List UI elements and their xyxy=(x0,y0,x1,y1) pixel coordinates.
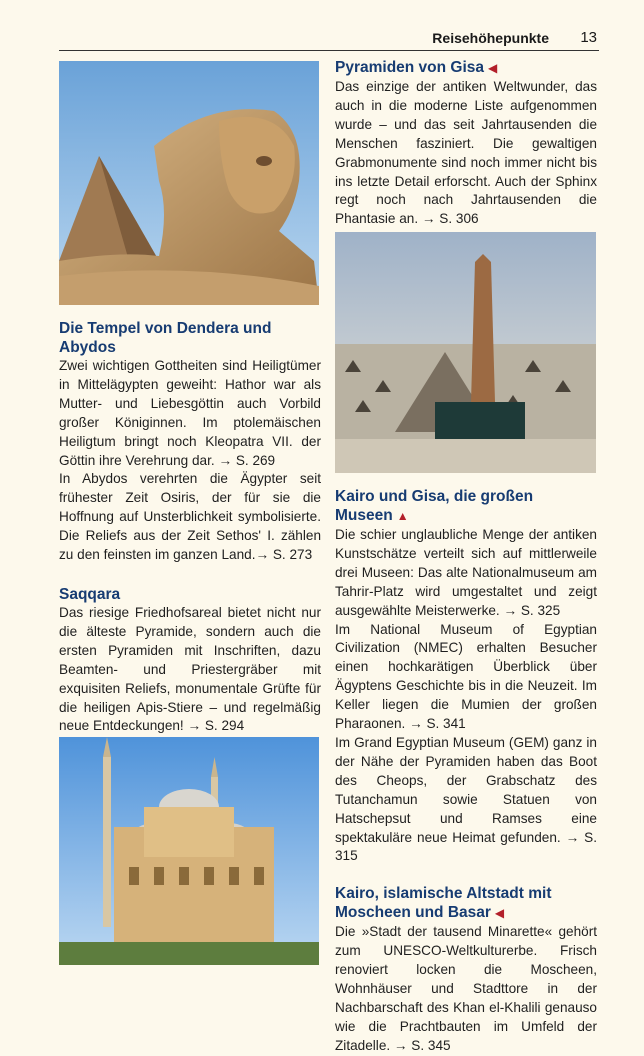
museen-text-3: Im Grand Egyptian Museum (GEM) ganz in der Nähe der Pyramiden haben das Boot des Cheops, der Grabschatz des Tutanchamun sowie Statuen von Hatschepsut und Ramses eine spektakuläre neue Heimat gefunden. → S. 315 xyxy=(335,734,597,864)
museum-photo xyxy=(335,232,596,473)
museen-heading: Kairo und Gisa, die großen Museen ▲ xyxy=(335,488,534,524)
museen-text-2: Im National Museum of Egyptian Civilization (NMEC) erhalten Besucher einen hochkarätigen Überblick über Ägyptens Geschichte bis in die Neuzeit. Im Keller liegen die Mumien der großen Pharaonen. → S. 341 xyxy=(335,621,597,732)
saqqara-text: Das riesige Friedhofsareal bietet nicht nur die älteste Pyramide, sondern auch die ersten Pyramiden mit Inschriften, dazu Beamten- und Priestergräber mit exquisiten Reliefs, monumentale Grüfte für die heiligen Apis-Stiere – und regelmäßig neue Entdeckungen! → S. 294 xyxy=(59,604,321,734)
altstadt-heading: Kairo, islamische Altstadt mit Moscheen und Basar ◀ xyxy=(335,885,552,922)
altstadt-text: Die »Stadt der tausend Minarette« gehört zum UNESCO-Weltkulturerbe. Frisch renoviert locken die Moscheen, Wohnhäuser und Stadttore in der Nachbarschaft des Khan el-Khalili genauso wie die Prachtbauten im Umfeld der Zitadelle. → S. 345 xyxy=(335,924,597,1053)
mosque-photo xyxy=(59,737,319,965)
museen-text-1: Die schier unglaubliche Menge der antiken Kunstschätze verteilt sich auf mittlerweile drei Museen: Das alte Nationalmuseum am Tahrir-Platz wird umgestaltet und zeigt ausgewählte Meisterwerke. → S. 325 xyxy=(335,527,597,618)
section-title: Reisehöhepunkte xyxy=(432,30,549,46)
dendera-heading: Die Tempel von Dendera und Abydos xyxy=(59,320,272,356)
marker-left-icon: ◀ xyxy=(488,61,498,75)
gisa-text: Das einzige der antiken Weltwunder, das auch in die moderne Liste aufgenommen wurde – und das seit Jahrtausenden die Menschen fasziniert. Die gewaltigen Grabmonumente sind noch immer nicht bis ins letzte Detail erforscht. Auch der Sphinx regt noch nach Jahrtausenden die Phantasie an. → S. 306 xyxy=(335,79,597,227)
running-header xyxy=(59,28,599,51)
saqqara-heading: Saqqara xyxy=(59,585,121,603)
gisa-heading: Pyramiden von Gisa ◀ xyxy=(335,59,498,76)
sphinx-photo xyxy=(59,61,319,305)
dendera-text: Zwei wichtigen Gottheiten sind Heiligtümer in Mittelägypten geweiht: Hathor war als Mutter- und Liebesgöttin auch Vorbild großer Königinnen. Im ptolemäischen Heiligtum bringt noch Kleopatra VII. der Göttin ihre Verehrung dar. → S. 269 xyxy=(59,358,321,468)
abydos-text: In Abydos verehrten die Ägypter seit frühester Zeit Osiris, der für sie die Hoffnung auf Unsterblichkeit symbolisierte. Die Reliefs aus der Zeit Sethos' I. zählen zu den feinsten im ganzen Land.→ S. 273 xyxy=(59,471,321,563)
page-number: 13 xyxy=(580,29,597,46)
marker-up-icon: ▲ xyxy=(396,509,409,523)
marker-left-icon: ◀ xyxy=(494,906,505,921)
